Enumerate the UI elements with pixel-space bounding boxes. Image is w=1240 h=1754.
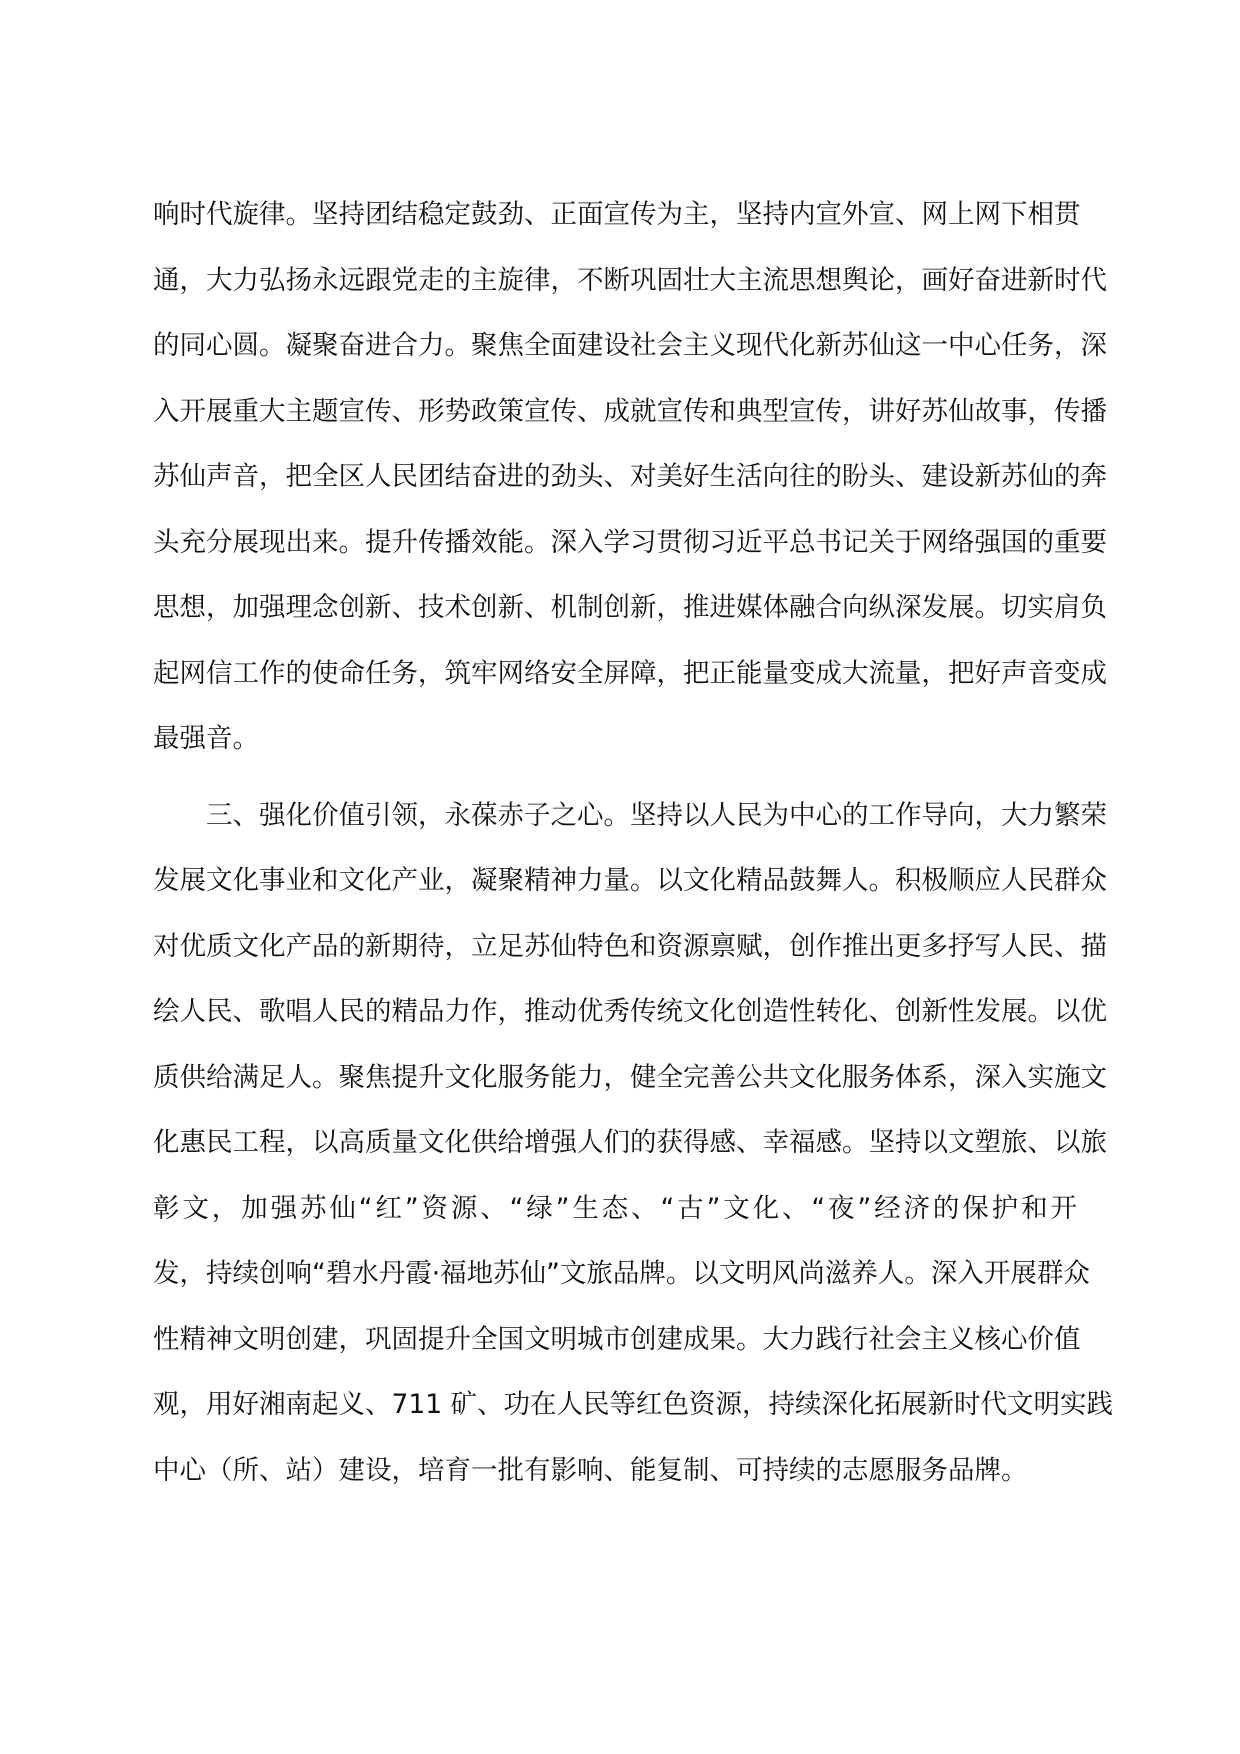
text-line: 发展文化事业和文化产业，凝聚精神力量。以文化精品鼓舞人。积极顺应人民群众 — [153, 865, 1107, 896]
text-line: 的同心圆。凝聚奋进合力。聚焦全面建设社会主义现代化新苏仙这一中心任务，深 — [153, 330, 1107, 361]
text-line: 起网信工作的使命任务，筑牢网络安全屏障，把正能量变成大流量，把好声音变成 — [153, 657, 1107, 689]
text-line: 三、强化价值引领，永葆赤子之心。坚持以人民为中心的工作导向，大力繁荣 — [206, 799, 1107, 831]
paragraph-2 — [153, 783, 1114, 1504]
text-line: 发，持续创响“碧水丹霞·福地苏仙”文旅品牌。以文明风尚滋养人。深入开展群众 — [153, 1258, 1090, 1289]
text-line: 响时代旋律。坚持团结稳定鼓劲、正面宣传为主，坚持内宣外宣、网上网下相贯 — [153, 199, 1081, 230]
text-line: 苏仙声音，把全区人民团结奋进的劲头、对美好生活向往的盼头、建设新苏仙的奔 — [153, 461, 1107, 492]
text-line: 通，大力弘扬永远跟党走的主旋律，不断巩固壮大主流思想舆论，画好奋进新时代 — [153, 264, 1107, 296]
text-line: 最强音。 — [153, 723, 259, 754]
text-line: 头充分展现出来。提升传播效能。深入学习贯彻习近平总书记关于网络强国的重要 — [153, 526, 1107, 558]
text-line: 性精神文明创建，巩固提升全国文明城市创建成果。大力践行社会主义核心价值 — [153, 1323, 1081, 1355]
text-line: 思想，加强理念创新、技术创新、机制创新，推进媒体融合向纵深发展。切实肩负 — [153, 592, 1107, 623]
text-line: 观，用好湘南起义、711 矿、功在人民等红色资源，持续深化拓展新时代文明实践 — [153, 1389, 1114, 1420]
paragraph-1 — [153, 182, 1107, 772]
text-line: 入开展重大主题宣传、形势政策宣传、成就宣传和典型宣传，讲好苏仙故事，传播 — [153, 395, 1107, 427]
document-body — [153, 182, 1114, 1503]
text-line: 绘人民、歌唱人民的精品力作，推动优秀传统文化创造性转化、创新性发展。以优 — [153, 996, 1107, 1027]
text-line: 彰文，加强苏仙“红”资源、“绿”生态、“古”文化、“夜”经济的保护和开 — [153, 1192, 1077, 1224]
text-line: 对优质文化产品的新期待，立足苏仙特色和资源禀赋，创作推出更多抒写人民、描 — [153, 930, 1107, 962]
text-line: 质供给满足人。聚焦提升文化服务能力，健全完善公共文化服务体系，深入实施文 — [153, 1061, 1107, 1093]
text-line: 化惠民工程，以高质量文化供给增强人们的获得感、幸福感。坚持以文塑旅、以旅 — [153, 1127, 1107, 1158]
text-line: 中心（所、站）建设，培育一批有影响、能复制、可持续的志愿服务品牌。 — [153, 1454, 1028, 1486]
